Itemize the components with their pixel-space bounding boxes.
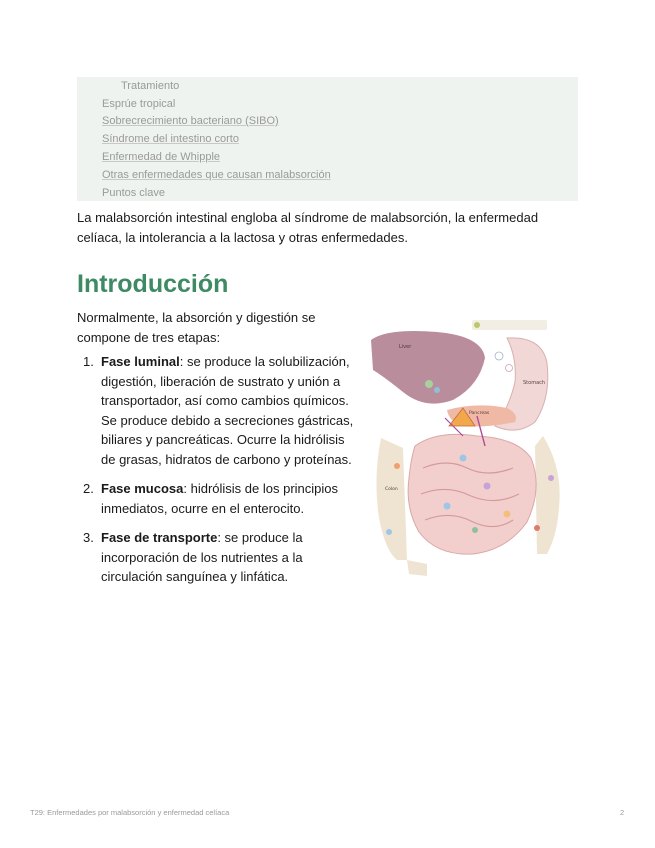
nutrient-dot: [504, 511, 511, 518]
nutrient-dot: [386, 529, 392, 535]
stage-text: : se produce la solubilización, digestión, liberación de sustrato y unión a transportador, así como cambios químicos. Se produce debido a secreciones gástricas, biliares y pancreáticas. Ocurre la hidrólisis de grasas, hidratos de carbono y proteínas.: [101, 354, 354, 467]
figure-caption-box: [472, 320, 547, 330]
liver-label: Liver: [399, 344, 412, 350]
toc-item-sibo[interactable]: Sobrecrecimiento bacteriano (SIBO): [102, 115, 279, 127]
toc-item-otras-enfermedades[interactable]: Otras enfermedades que causan malabsorción: [102, 169, 331, 181]
liver-shape: [371, 331, 485, 404]
list-number: 1.: [83, 354, 94, 369]
nutrient-dot: [425, 380, 433, 388]
list-item: [77, 479, 362, 518]
figure-icon: [474, 322, 480, 328]
stomach-label: Stomach: [523, 380, 546, 386]
section-lead: Normalmente, la absorción y digestión se compone de tres etapas:: [77, 310, 316, 345]
small-intestine: [408, 434, 536, 554]
nutrient-dot: [484, 483, 491, 490]
nutrient-dot: [495, 352, 503, 360]
ascending-colon: [376, 438, 407, 560]
intro-paragraph: La malabsorción intestinal engloba al síndrome de malabsorción, la enfermedad celíaca, la intolerancia a la lactosa y otras enfermedades.: [77, 210, 539, 245]
toc-item-puntos-clave[interactable]: Puntos clave: [102, 187, 165, 199]
stage-term: Fase mucosa: [101, 481, 184, 496]
nutrient-dot: [444, 503, 451, 510]
stage-term: Fase de transporte: [101, 530, 218, 545]
nutrient-dot: [548, 475, 554, 481]
page-number: 2: [620, 808, 625, 817]
rectum-shape: [407, 560, 427, 576]
nutrient-dot: [394, 463, 400, 469]
nutrient-dot: [534, 525, 540, 531]
pancreas-label: Pancreas: [469, 411, 490, 416]
toc-item-intestino-corto[interactable]: Síndrome del intestino corto: [102, 133, 239, 145]
footer-title: T29: Enfermedades por malabsorción y enfermedad celíaca: [30, 808, 230, 817]
nutrient-dot: [460, 455, 467, 462]
stage-list: [77, 352, 362, 597]
table-of-contents: [77, 77, 578, 201]
list-number: 2.: [83, 481, 94, 496]
nutrient-dot: [506, 365, 513, 372]
list-number: 3.: [83, 530, 94, 545]
nutrient-dot: [434, 387, 440, 393]
list-item: [77, 528, 362, 587]
toc-item-whipple[interactable]: Enfermedad de Whipple: [102, 151, 221, 163]
colon-label: Colon: [385, 487, 398, 492]
stage-text: : se produce la incorporación de los nutrientes a la circulación sanguínea y linfática.: [101, 530, 303, 584]
list-item: [77, 352, 362, 469]
digestive-system-illustration: [367, 318, 577, 578]
toc-item-tratamiento[interactable]: Tratamiento: [121, 80, 180, 92]
descending-colon: [535, 436, 560, 554]
nutrient-dot: [472, 527, 478, 533]
stage-term: Fase luminal: [101, 354, 180, 369]
section-heading: Introducción: [77, 270, 229, 298]
stage-text: : hidrólisis de los principios inmediatos, ocurre en el enterocito.: [101, 481, 338, 516]
toc-item-esprue-tropical[interactable]: Esprúe tropical: [102, 98, 176, 110]
